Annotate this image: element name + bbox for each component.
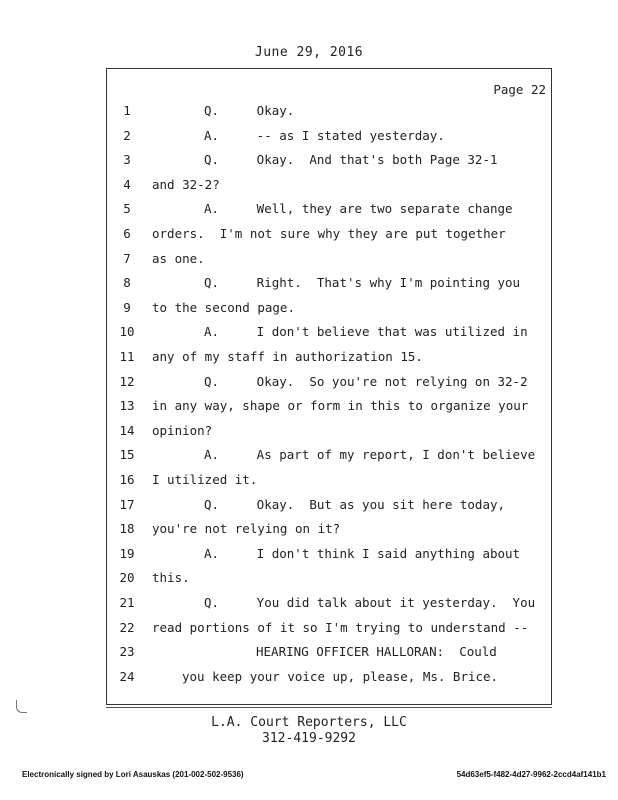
- line-text: A. Well, they are two separate change: [204, 201, 513, 217]
- line-text: any of my staff in authorization 15.: [152, 349, 423, 364]
- line-text: A. I don't believe that was utilized in: [204, 324, 528, 340]
- transcript-line: [0, 103, 618, 123]
- transcript-line: [0, 595, 618, 615]
- line-text: read portions of it so I'm trying to understand --: [152, 619, 529, 635]
- line-text: A. As part of my report, I don't believe: [204, 447, 536, 463]
- line-text: opinion?: [152, 422, 213, 438]
- line-number: 23: [119, 644, 135, 660]
- transcript-line: [0, 251, 618, 271]
- line-text: HEARING OFFICER HALLORAN: Could: [256, 644, 497, 660]
- date-header: June 29, 2016: [254, 45, 364, 60]
- line-number: 7: [123, 250, 131, 266]
- line-number: 15: [119, 447, 135, 463]
- line-text: A. I don't think I said anything about: [204, 545, 521, 561]
- transcript-line: [0, 447, 618, 467]
- line-text: Q. Okay.: [204, 103, 295, 118]
- line-number: 13: [119, 398, 135, 414]
- line-text: Q. Right. That's why I'm pointing you: [204, 275, 521, 291]
- signature-left: Electronically signed by Lori Asauskas (201-002-502-9536): [22, 770, 244, 779]
- line-text: Q. Okay. But as you sit here today,: [204, 496, 506, 512]
- line-text: to the second page.: [152, 299, 295, 315]
- transcript-line: [0, 177, 618, 197]
- transcript-line: [0, 349, 618, 369]
- transcript-line: [0, 374, 618, 394]
- transcript-line: [0, 521, 618, 541]
- transcript-line: [0, 644, 618, 664]
- line-number: 18: [119, 521, 135, 537]
- line-number: 22: [119, 619, 135, 635]
- line-number: 3: [123, 152, 131, 168]
- line-text: orders. I'm not sure why they are put together: [152, 226, 506, 241]
- transcript-line: [0, 300, 618, 320]
- line-text: Q. Okay. And that's both Page 32-1: [204, 152, 498, 168]
- signature-id: 54d63ef5-f482-4d27-9962-2ccd4af141b1: [456, 770, 606, 779]
- page-number: Page 22: [493, 82, 546, 97]
- line-number: 20: [119, 570, 135, 586]
- line-text: in any way, shape or form in this to organize your: [152, 398, 529, 414]
- transcript-line: [0, 497, 618, 517]
- line-number: 12: [119, 373, 135, 389]
- line-text: this.: [152, 570, 190, 586]
- line-text: I utilized it.: [152, 472, 258, 487]
- transcript-line: [0, 152, 618, 172]
- line-number: 5: [123, 201, 131, 217]
- transcript-line: [0, 324, 618, 344]
- line-number: 24: [119, 668, 135, 684]
- transcript-line: [0, 398, 618, 418]
- line-number: 16: [119, 472, 135, 487]
- transcript-line: [0, 620, 618, 640]
- reporter-name: L.A. Court Reporters, LLC: [211, 715, 407, 730]
- transcript-line: [0, 472, 618, 492]
- reporter-phone: 312-419-9292: [262, 731, 356, 746]
- transcript-line: [0, 275, 618, 295]
- line-text: Q. Okay. So you're not relying on 32-2: [204, 373, 528, 389]
- line-number: 11: [119, 349, 135, 364]
- line-number: 14: [119, 422, 135, 438]
- line-number: 9: [123, 299, 131, 315]
- line-number: 10: [119, 324, 135, 340]
- transcript-line: [0, 570, 618, 590]
- frame-bottom-rule: [106, 707, 552, 708]
- transcript-line: [0, 201, 618, 221]
- line-number: 4: [123, 176, 131, 192]
- line-text: you keep your voice up, please, Ms. Brice.: [182, 668, 499, 684]
- line-number: 19: [119, 545, 135, 561]
- line-number: 17: [119, 496, 135, 512]
- line-number: 2: [123, 127, 131, 143]
- transcript-line: [0, 546, 618, 566]
- line-text: Q. You did talk about it yesterday. You: [204, 595, 536, 610]
- transcript-line: [0, 669, 618, 689]
- line-number: 21: [119, 595, 135, 610]
- line-text: as one.: [152, 250, 205, 266]
- line-number: 1: [123, 103, 131, 118]
- line-text: and 32-2?: [152, 176, 220, 192]
- line-text: A. -- as I stated yesterday.: [204, 127, 445, 143]
- transcript-line: [0, 226, 618, 246]
- line-number: 6: [123, 226, 131, 241]
- transcript-line: [0, 128, 618, 148]
- line-number: 8: [123, 275, 131, 291]
- transcript-line: [0, 423, 618, 443]
- corner-mark: [16, 700, 27, 713]
- line-text: you're not relying on it?: [152, 521, 341, 537]
